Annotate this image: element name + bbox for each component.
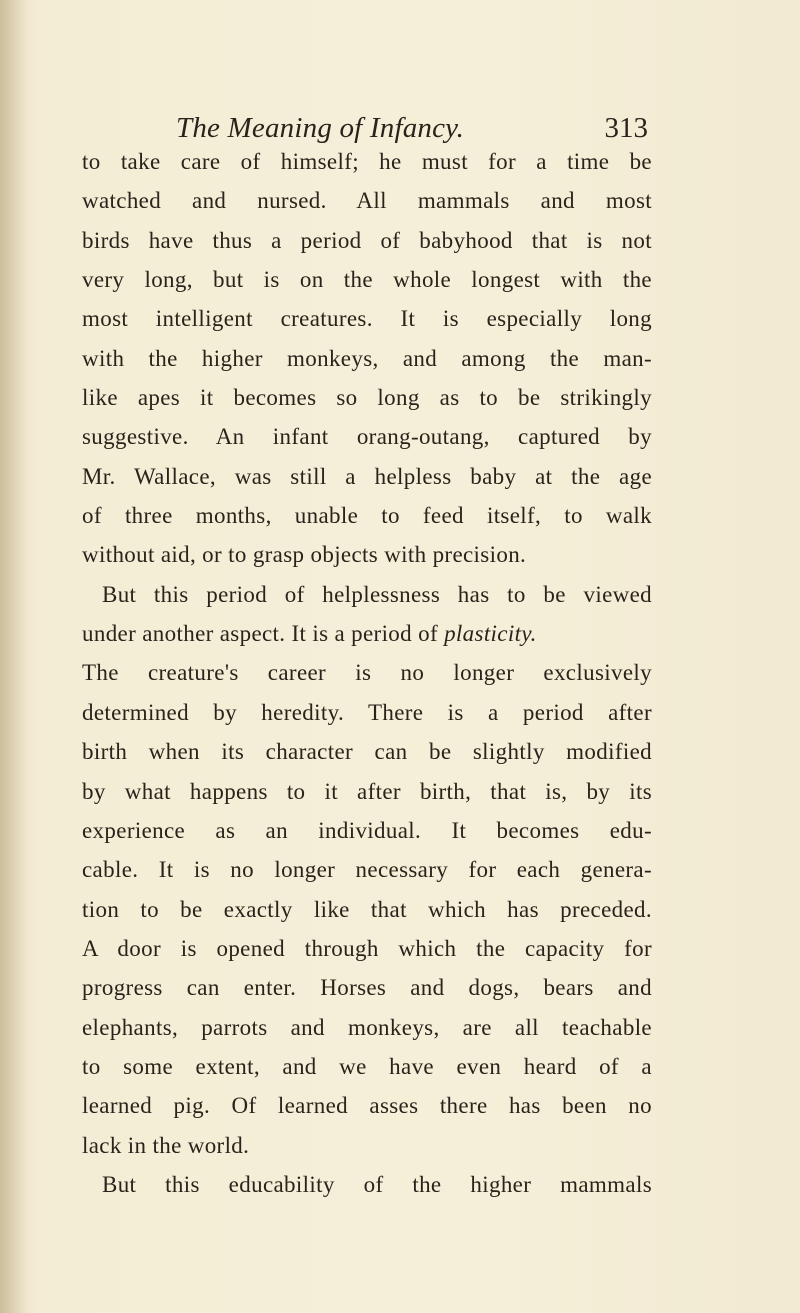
text-line: watched and nursed. All mammals and most [82, 188, 652, 214]
text-line: suggestive. An infant orang-outang, captured by [82, 424, 652, 450]
text-line: to take care of himself; he must for a time be [82, 149, 652, 174]
text-line: tion to be exactly like that which has preceded. [82, 896, 652, 922]
text-line: cable. It is no longer necessary for each genera- [82, 857, 652, 883]
text-run: under another aspect. It is a period of [82, 621, 438, 647]
text-line: progress can enter. Horses and dogs, bears and [82, 975, 652, 1001]
text-line: learned pig. Of learned asses there has been no [82, 1093, 652, 1119]
gutter-shadow [0, 0, 28, 1313]
running-title: The Meaning of Infancy. [176, 112, 465, 144]
text-line: Mr. Wallace, was still a helpless baby at the age [82, 463, 652, 489]
text-line: by what happens to it after birth, that is, by its [82, 778, 652, 804]
text-line: birth when its character can be slightly modified [82, 739, 652, 765]
text-line: birds have thus a period of babyhood that is not [82, 227, 652, 253]
text-line: without aid, or to grasp objects with precision. [82, 542, 527, 568]
text-line: determined by heredity. There is a period after [82, 699, 652, 725]
page-number: 313 [604, 112, 648, 144]
text-line: like apes it becomes so long as to be strikingly [82, 385, 652, 411]
text-line: elephants, parrots and monkeys, are all teachable [82, 1014, 652, 1040]
emphasis-word: plasticity. [444, 621, 537, 647]
text-line: very long, but is on the whole longest with the [82, 267, 652, 293]
text-line: lack in the world. [82, 1132, 250, 1158]
text-line: of three months, unable to feed itself, to walk [82, 503, 652, 529]
text-line: to some extent, and we have even heard of a [82, 1053, 652, 1079]
paragraph-start-line: But this period of helplessness has to be viewed [102, 581, 652, 607]
text-line: most intelligent creatures. It is especially long [82, 306, 652, 332]
text-line: The creature's career is no longer exclusively [82, 660, 652, 686]
body-text [82, 142, 652, 1204]
text-line: experience as an individual. It becomes edu- [82, 817, 652, 843]
text-line: A door is opened through which the capacity for [82, 935, 652, 961]
text-line-with-emphasis [82, 614, 652, 653]
text-line: with the higher monkeys, and among the man- [82, 345, 652, 371]
paragraph-start-line: But this educability of the higher mammals [102, 1171, 652, 1197]
